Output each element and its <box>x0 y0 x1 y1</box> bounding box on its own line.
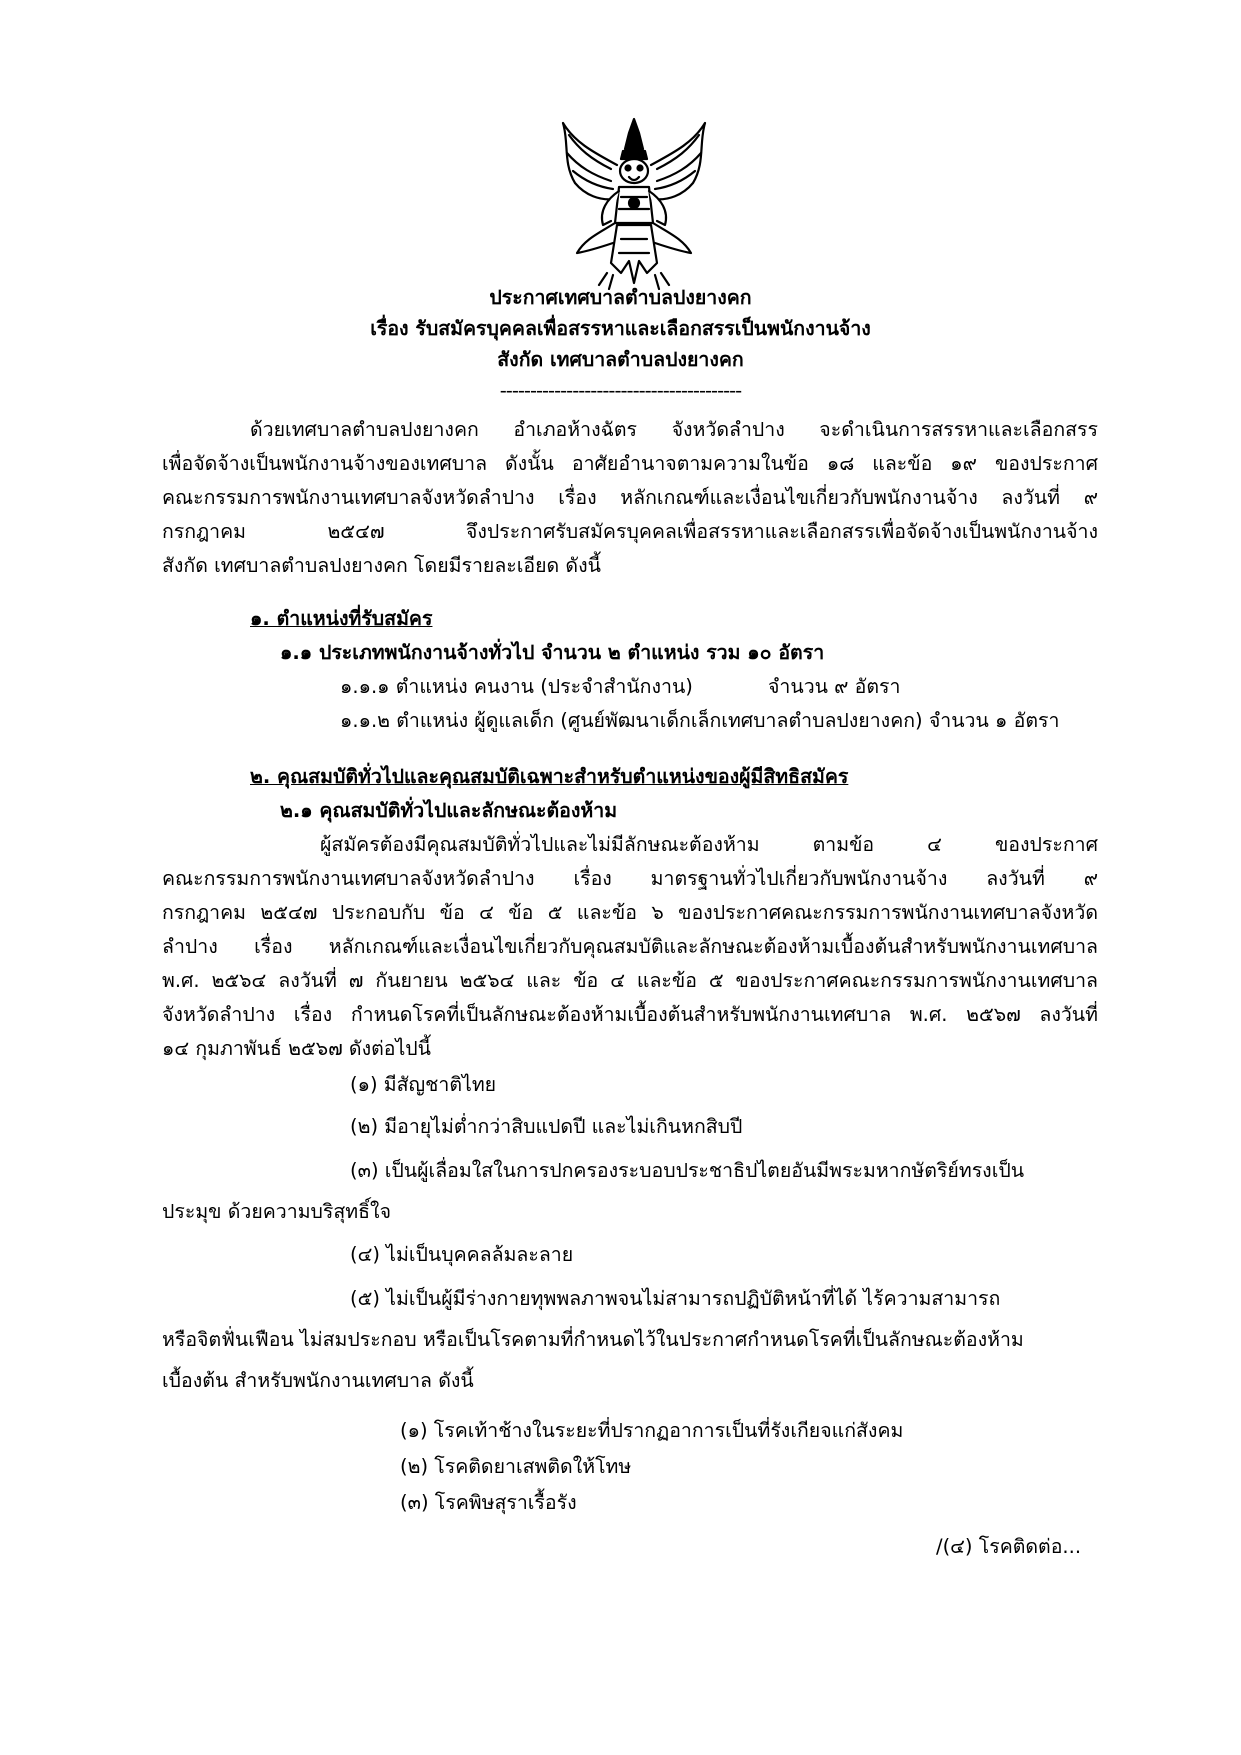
qualification-line-6: จังหวัดลำปาง เรื่อง กำหนดโรคที่เป็นลักษณะต้องห้ามเบื้องต้นสำหรับพนักงานเทศบาล พ.ศ. ๒๕๖๗ ลงวันที่ <box>162 1003 1098 1026</box>
header-separator: ---------------------------------------- <box>499 379 742 402</box>
garuda-emblem-icon <box>555 113 713 293</box>
disease-2: (๒) โรคติดยาเสพติดให้โทษ <box>400 1455 632 1478</box>
item-1: (๑) มีสัญชาติไทย <box>350 1073 497 1096</box>
section-2-heading: ๒. คุณสมบัติทั่วไปและคุณสมบัติเฉพาะสำหรับตำแหน่งของผู้มีสิทธิสมัคร <box>250 765 849 788</box>
disease-3: (๓) โรคพิษสุราเรื้อรัง <box>400 1491 577 1514</box>
disease-1: (๑) โรคเท้าช้างในระยะที่ปรากฏอาการเป็นที่รังเกียจแก่สังคม <box>400 1419 904 1442</box>
item-2: (๒) มีอายุไม่ต่ำกว่าสิบแปดปี และไม่เกินหกสิบปี <box>350 1115 743 1138</box>
item-5-continued-1: หรือจิตฟั่นเฟือน ไม่สมประกอบ หรือเป็นโรคตามที่กำหนดไว้ในประกาศกำหนดโรคที่เป็นลักษณะต้องห้าม <box>162 1328 1024 1351</box>
qualification-line-5: พ.ศ. ๒๕๖๔ ลงวันที่ ๗ กันยายน ๒๕๖๔ และ ข้อ ๔ และข้อ ๕ ของประกาศคณะกรรมการพนักงานเทศบาล <box>162 969 1098 992</box>
qualification-line-2: คณะกรรมการพนักงานเทศบาลจังหวัดลำปาง เรื่อง มาตรฐานทั่วไปเกี่ยวกับพนักงานจ้าง ลงวันที่ ๙ <box>162 867 1098 890</box>
section-2-1-heading: ๒.๑ คุณสมบัติทั่วไปและลักษณะต้องห้าม <box>280 799 618 822</box>
position-2-label: ๑.๑.๒ ตำแหน่ง ผู้ดูแลเด็ก (ศูนย์พัฒนาเด็กเล็กเทศบาลตำบลปงยางคก) จำนวน ๑ อัตรา <box>340 709 1060 732</box>
item-5-continued-2: เบื้องต้น สำหรับพนักงานเทศบาล ดังนี้ <box>162 1369 474 1392</box>
intro-line-2: เพื่อจัดจ้างเป็นพนักงานจ้างของเทศบาล ดังนั้น อาศัยอำนาจตามความในข้อ ๑๘ และข้อ ๑๙ ของประกาศ <box>162 452 1098 475</box>
section-1-1-heading: ๑.๑ ประเภทพนักงานจ้างทั่วไป จำนวน ๒ ตำแหน่ง รวม ๑๐ อัตรา <box>280 641 825 664</box>
item-4: (๔) ไม่เป็นบุคคลล้มละลาย <box>350 1243 574 1266</box>
item-3: (๓) เป็นผู้เลื่อมใสในการปกครองระบอบประชาธิปไตยอันมีพระมหากษัตริย์ทรงเป็น <box>350 1159 1025 1182</box>
position-1-label: ๑.๑.๑ ตำแหน่ง คนงาน (ประจำสำนักงาน) <box>340 675 693 698</box>
qualification-line-3: กรกฎาคม ๒๕๔๗ ประกอบกับ ข้อ ๔ ข้อ ๕ และข้อ ๖ ของประกาศคณะกรรมการพนักงานเทศบาลจังหวัด <box>162 901 1098 924</box>
page-continuation: /(๔) โรคติดต่อ... <box>936 1535 1082 1558</box>
intro-line-4: กรกฎาคม ๒๕๔๗ จึงประกาศรับสมัครบุคคลเพื่อสรรหาและเลือกสรรเพื่อจัดจ้างเป็นพนักงานจ้าง <box>162 520 1098 543</box>
section-1-heading: ๑. ตำแหน่งที่รับสมัคร <box>250 607 433 630</box>
qualification-line-4: ลำปาง เรื่อง หลักเกณฑ์และเงื่อนไขเกี่ยวกับคุณสมบัติและลักษณะต้องห้ามเบื้องต้นสำหรับพนักงานเทศบาล <box>162 935 1098 958</box>
document-subject: เรื่อง รับสมัครบุคคลเพื่อสรรหาและเลือกสรรเป็นพนักงานจ้าง <box>370 317 871 340</box>
item-3-continued: ประมุข ด้วยความบริสุทธิ์ใจ <box>162 1200 392 1223</box>
intro-line-1: ด้วยเทศบาลตำบลปงยางคก อำเภอห้างฉัตร จังหวัดลำปาง จะดำเนินการสรรหาและเลือกสรร <box>250 418 1098 441</box>
item-5: (๕) ไม่เป็นผู้มีร่างกายทุพพลภาพจนไม่สามารถปฏิบัติหน้าที่ได้ ไร้ความสามารถ <box>350 1287 1001 1310</box>
position-1-count: จำนวน ๙ อัตรา <box>768 675 901 698</box>
intro-line-5: สังกัด เทศบาลตำบลปงยางคก โดยมีรายละเอียด ดังนี้ <box>162 554 601 577</box>
qualification-line-1: ผู้สมัครต้องมีคุณสมบัติทั่วไปและไม่มีลักษณะต้องห้าม ตามข้อ ๔ ของประกาศ <box>320 833 1098 856</box>
qualification-line-7: ๑๔ กุมภาพันธ์ ๒๕๖๗ ดังต่อไปนี้ <box>162 1037 432 1060</box>
document-affiliation: สังกัด เทศบาลตำบลปงยางคก <box>497 348 744 371</box>
document-title: ประกาศเทศบาลตำบลปงยางคก <box>489 286 752 309</box>
intro-line-3: คณะกรรมการพนักงานเทศบาลจังหวัดลำปาง เรื่อง หลักเกณฑ์และเงื่อนไขเกี่ยวกับพนักงานจ้าง ลงวันที่ ๙ <box>162 486 1098 509</box>
